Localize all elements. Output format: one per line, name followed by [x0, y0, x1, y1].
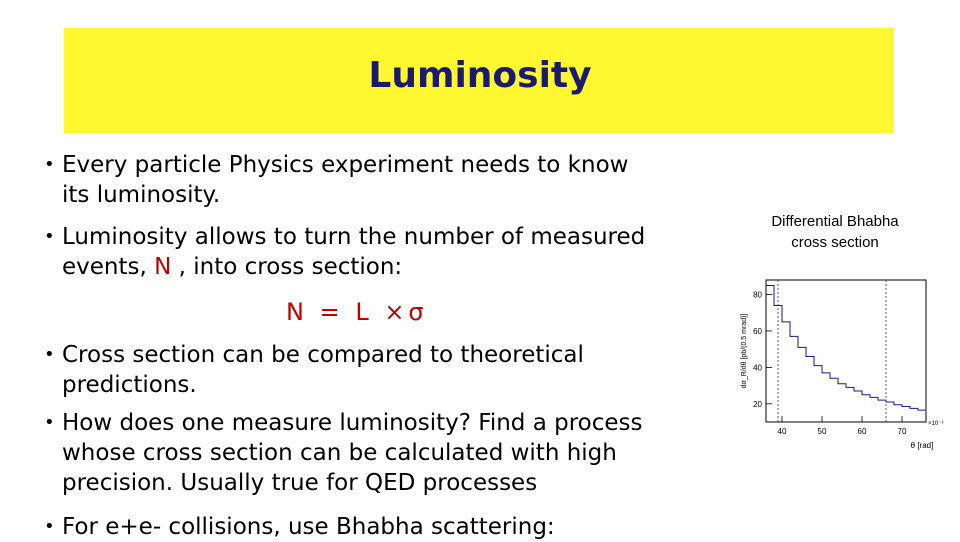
bullet-dot: • — [44, 412, 55, 433]
luminosity-formula: N = L ×σ — [286, 298, 428, 326]
y-tick-label: 40 — [753, 363, 762, 373]
bullet-dot: • — [44, 154, 55, 175]
bullet-text: Cross section can be compared to theoretical — [62, 342, 584, 368]
bullet-text: whose cross section can be calculated with high — [62, 440, 617, 466]
x-tick-label: 40 — [777, 427, 787, 436]
x-multiplier: ×10⁻³ — [928, 421, 944, 427]
bullet-dot: • — [44, 226, 55, 247]
bullet-text: predictions. — [62, 372, 197, 398]
y-tick-label: 60 — [753, 326, 762, 336]
bullet-text: , into cross section: — [171, 254, 403, 280]
bullet-measure-luminosity — [40, 408, 643, 498]
bullet-text: How does one measure luminosity? Find a process — [62, 410, 643, 436]
y-tick-label: 80 — [753, 290, 762, 300]
bullet-text: Luminosity allows to turn the number of measured — [62, 224, 646, 250]
x-axis-label: θ [rad] — [910, 441, 934, 450]
bhabha-cross-section-plot — [738, 270, 948, 470]
bullet-text-line — [62, 252, 645, 282]
bullet-compare-theory — [40, 340, 584, 400]
x-tick-label: 60 — [857, 427, 867, 436]
y-axis-label: dσ_R/dθ [pb/(0.5 mrad)] — [741, 313, 748, 389]
figure-caption: Differential Bhabha cross section — [771, 213, 899, 251]
bullet-text: Every particle Physics experiment needs to know — [62, 152, 629, 178]
bullet-dot: • — [44, 516, 55, 537]
bullet-text: its luminosity. — [62, 182, 221, 208]
y-tick-label: 20 — [753, 399, 762, 409]
x-tick-label: 70 — [897, 427, 907, 436]
slide-title: Luminosity — [368, 55, 592, 96]
x-tick-label: 50 — [817, 427, 827, 436]
bullet-text: events, — [62, 254, 155, 280]
bullet-text: For e+e- collisions, use Bhabha scattering: — [62, 514, 555, 540]
bullet-text: precision. Usually true for QED processes — [62, 470, 538, 496]
bullet-turn-events — [40, 222, 645, 282]
bullet-dot: • — [44, 344, 55, 365]
bullet-experiment-luminosity — [40, 150, 628, 210]
plot-frame — [766, 280, 926, 422]
events-variable: N — [154, 254, 172, 280]
bullet-bhabha — [40, 512, 555, 542]
